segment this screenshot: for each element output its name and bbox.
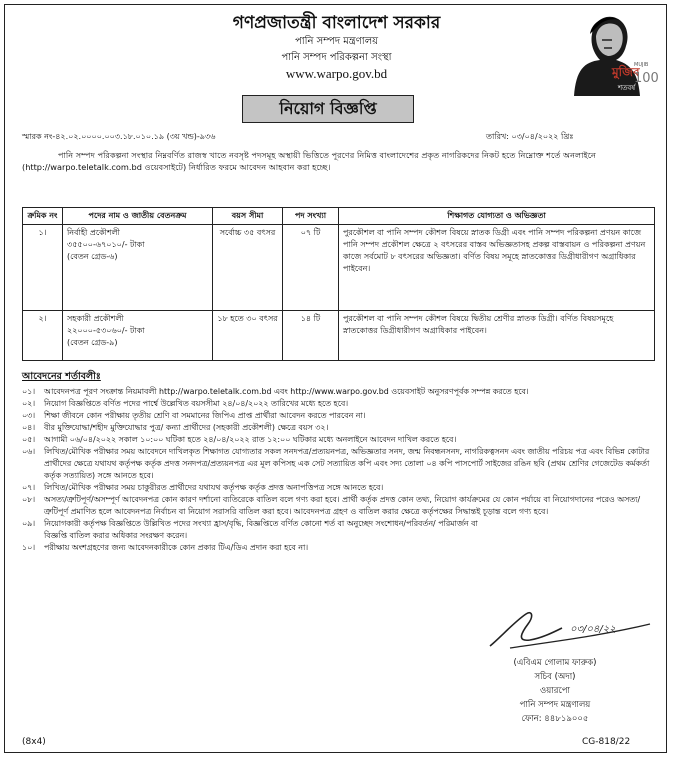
signatory-title: সচিব (অদা) [534, 672, 576, 682]
government-title: গণপ্রজাতন্ত্রী বাংলাদেশ সরকার [232, 13, 441, 33]
condition-number: ০৮। [22, 495, 36, 504]
row-age: ১৮ হতে ৩০ বৎসর [213, 311, 283, 361]
condition-text: লিখিত/মৌখিক পরীক্ষার সময় আবেদনে দাখিলকৃত শিক্ষাগত যোগ্যতার সকল সনদপত্র/প্রত্যয়নপত্র, অভিজ্ঞতার সনদ, জন্ম নিবন্ধনসনদ, নাগরিকত্বসনদ এবং জাতীয় পরিচয় পত্র এবং বিভিন্ন কোটার প্রার্থীদের ক্ষেত্রে যথাযথ কর্তৃপক্ষ কর্তৃক প্রদত্ত সনদপত্র/প্রত্যয়নপত্র এর মূল কপিসহ এক সেট সত্যায়িত কপি এবং সদ্য তোলা ০৪ কপি পাসপোর্ট সাইজের রঙিন ছবি (প্রথম শ্রেণির গেজেটেড কর্মকর্তা কর্তৃক সত্যায়িত) সঙ্গে আনতে হবে। [44, 447, 650, 480]
mujib-100-logo [560, 10, 659, 98]
table-header-row [23, 208, 655, 225]
logo-shotoborsho-text: শতবর্ষ [618, 84, 636, 92]
condition-text: পরীক্ষায় অংশগ্রহণের জন্য আবেদনকারীকে কোন প্রকার টিএ/ডিএ প্রদান করা হবে না। [44, 543, 309, 552]
condition-item [22, 422, 654, 434]
condition-number: ০১। [22, 387, 36, 396]
header-qualification: শিক্ষাগত যোগ্যতা ও অভিজ্ঞতা [339, 208, 655, 225]
condition-item [22, 542, 654, 554]
condition-text: নিয়োগকারী কর্তৃপক্ষ বিজ্ঞপ্তিতে উল্লিখিত পদের সংখ্যা হ্রাস/বৃদ্ধি, বিজ্ঞপ্তিতে বর্ণিত কোনো শর্ত বা অনুচ্ছেদ সংশোধন/পরিবর্তন/ পরিমার্জন বা বিজ্ঞপ্তি বাতিল করার অধিকার সংরক্ষণ করেন। [44, 519, 478, 540]
signatory-name: (এবিএম গোলাম ফারুক) [513, 658, 597, 668]
memo-number: স্মারক নং-৪২.০২.০০০০.০০৩.১৮.০১০.১৯ (৩য় খন্ড)-৯৩৬ [22, 132, 216, 141]
logo-mujib-text: মুজিব [612, 65, 640, 79]
condition-number: ০৪। [22, 423, 36, 432]
row-post [63, 225, 213, 311]
header-age: বয়স সীমা [213, 208, 283, 225]
signatory-phone: ফোন: ৪৪৮১৯০০৫ [521, 714, 589, 724]
condition-item [22, 494, 654, 518]
header-count: পদ সংখ্যা [283, 208, 339, 225]
header-serial: ক্রমিক নং [23, 208, 63, 225]
condition-text: শিক্ষা জীবনে কোন পরীক্ষায় তৃতীয় শ্রেণি বা সমমানের জিপিএ প্রাপ্ত প্রার্থীরা আবেদন করতে পারবেন না। [44, 411, 366, 420]
logo-mujib-en-text: MUJIB [634, 62, 649, 68]
row-post [63, 311, 213, 361]
row-age: সর্বোচ্চ ৩৫ বৎসর [213, 225, 283, 311]
header-post: পদের নাম ও জাতীয় বেতনক্রম [63, 208, 213, 225]
condition-text: অসত্য/ত্রুটিপূর্ণ/অসম্পূর্ণ আবেদনপত্র কোন কারণ দর্শানো ব্যতিরেকে বাতিল বলে গণ্য করা হবে। প্রার্থী কর্তৃক প্রদত্ত কোন তথ্য, নিয়োগ কার্যক্রমের যে কোন পর্যায়ে বা নিয়োগদানের পরেও অসত্য/ত্রুটিপূর্ণ প্রমাণিত হলে আবেদনপত্র নির্বাচন বা নিয়োগ সরাসরি বাতিল করা হবে। আবেদনপত্র গ্রহণ ও বাতিল করার ক্ষেত্রে কর্তৃপক্ষের সিদ্ধান্তই চূড়ান্ত বলে গণ্য হবে। [44, 495, 641, 516]
organization-name: পানি সম্পদ পরিকল্পনা সংস্থা [281, 52, 392, 63]
pay-scale: ৩৫৫০০-৬৭০১০/- টাকা [67, 240, 145, 249]
condition-item [22, 482, 654, 494]
condition-item [22, 398, 654, 410]
ad-size: (8x4) [22, 737, 46, 747]
row-count: ০৭ টি [283, 225, 339, 311]
condition-number: ০২। [22, 399, 36, 408]
row-serial: ২। [23, 311, 63, 361]
pay-grade: (বেতন গ্রেড-৬) [67, 252, 118, 261]
condition-text: বীর মুক্তিযোদ্ধা/শহীদ মুক্তিযোদ্ধার পুত্র/ কন্যা প্রার্থীদের (সহকারী প্রকৌশলী) ক্ষেত্রে বয়স ৩২। [44, 423, 329, 432]
condition-item [22, 446, 654, 482]
condition-number: ০৩। [22, 411, 36, 420]
table-row [23, 225, 655, 311]
condition-number: ০৭। [22, 483, 36, 492]
condition-number: ০৬। [22, 447, 36, 456]
row-qualification: পুরকৌশল বা পানি সম্পদ কৌশল বিষয়ে স্নাতক ডিগ্রী এবং পানি সম্পদ পরিকল্পনা প্রণয়ন কাজে পানি সম্পদ প্রকৌশল ক্ষেত্রে ২ বৎসরের বাস্তব অভিজ্ঞতাসহ প্রকল্প বাস্তবায়ন ও পরিকল্পনা প্রণয়ন কাজে সর্বমোট ৮ বৎসরের অভিজ্ঞতা। বর্ণিত বিষয় সমূহে স্নাতকোত্তর ডিগ্রীধারীগণ অগ্রাধিকার পাইবেন। [339, 225, 655, 311]
posts-table [22, 207, 655, 361]
condition-text: আবেদনপত্র পূরণ সংক্রান্ত নিয়মাবলী http://warpo.teletalk.com.bd এবং http://www.warpo.gov.bd ওয়েবসাইট অনুসরণপূর্বক সম্পন্ন করতে হবে। [44, 387, 529, 396]
pay-scale: ২২০০০-৫৩০৬০/- টাকা [67, 326, 145, 335]
condition-number: ০৯। [22, 519, 36, 528]
post-name: নির্বাহী প্রকৌশলী [67, 228, 120, 237]
condition-item [22, 410, 654, 422]
condition-text: আগামী ০৬/০৪/২০২২ সকাল ১০:০০ ঘটিকা হতে ২৪/০৪/২০২২ রাত ১২:০০ ঘটিকার মধ্যে অনলাইনে আবেদন দাখিল করতে হবে। [44, 435, 457, 444]
condition-text: নিয়োগ বিজ্ঞপ্তিতে বর্ণিত পদের পার্শ্বে উল্লেখিত বয়সসীমা ২৪/০৪/২০২২ তারিখের মধ্যে হতে হবে। [44, 399, 349, 408]
condition-text: লিখিত/মৌখিক পরীক্ষার সময় চাকুরীরত প্রার্থীদের যথাযথ কর্তৃপক্ষ কর্তৃক প্রদত্ত অনাপত্তিপত্র সঙ্গে আনতে হবে। [44, 483, 384, 492]
signature-date: ০৩/০৪/২২ [570, 624, 616, 635]
row-qualification: পুরকৌশল বা পানি সম্পদ কৌশল বিষয়ে দ্বিতীয় শ্রেণীর স্নাতক ডিগ্রী। বর্ণিত বিষয়সমূহে স্নাতকোত্তর ডিগ্রীধারীগণ অগ্রাধিকার পাইবেন। [339, 311, 655, 361]
row-count: ১৪ টি [283, 311, 339, 361]
conditions-list [22, 386, 654, 554]
condition-item [22, 434, 654, 446]
condition-number: ০৫। [22, 435, 36, 444]
condition-item [22, 518, 654, 542]
handwritten-signature [470, 602, 660, 654]
recruitment-banner: নিয়োগ বিজ্ঞপ্তি [242, 95, 414, 123]
table-row [23, 311, 655, 361]
condition-number: ১০। [22, 543, 36, 552]
conditions-title: আবেদনের শর্তাবলীঃ [22, 371, 101, 382]
logo-100-text: 100 [634, 71, 659, 86]
condition-item [22, 386, 654, 398]
post-name: সহকারী প্রকৌশলী [67, 314, 124, 323]
notice-date: তারিখ: ০৩/০৪/২০২২ খ্রিঃ [486, 132, 574, 141]
website-link[interactable]: www.warpo.gov.bd [285, 66, 388, 81]
signature-block [470, 656, 640, 726]
pay-grade: (বেতন গ্রেড-৯) [67, 338, 118, 347]
ad-code: CG-818/22 [582, 737, 631, 747]
intro-paragraph: পানি সম্পদ পরিকল্পনা সংস্থার নিম্নবর্ণিত রাজস্ব খাতে নবসৃষ্ট পদসমূহ অস্থায়ী ভিত্তিতে পূরণের নিমিত্ত বাংলাদেশের প্রকৃত নাগরিকদের নিকট হতে নিম্নোক্ত শর্তে অনলাইনে (http://warpo.teletalk.com.bd ওয়েবসাইটে) নির্ধারিত ফরমে আবেদন আহবান করা হচ্ছে। [22, 150, 596, 172]
row-serial: ১। [23, 225, 63, 311]
ministry-name: পানি সম্পদ মন্ত্রণালয় [294, 36, 379, 47]
signatory-ministry: পানি সম্পদ মন্ত্রণালয় [519, 700, 591, 710]
signatory-org: ওয়ারপো [539, 686, 571, 696]
